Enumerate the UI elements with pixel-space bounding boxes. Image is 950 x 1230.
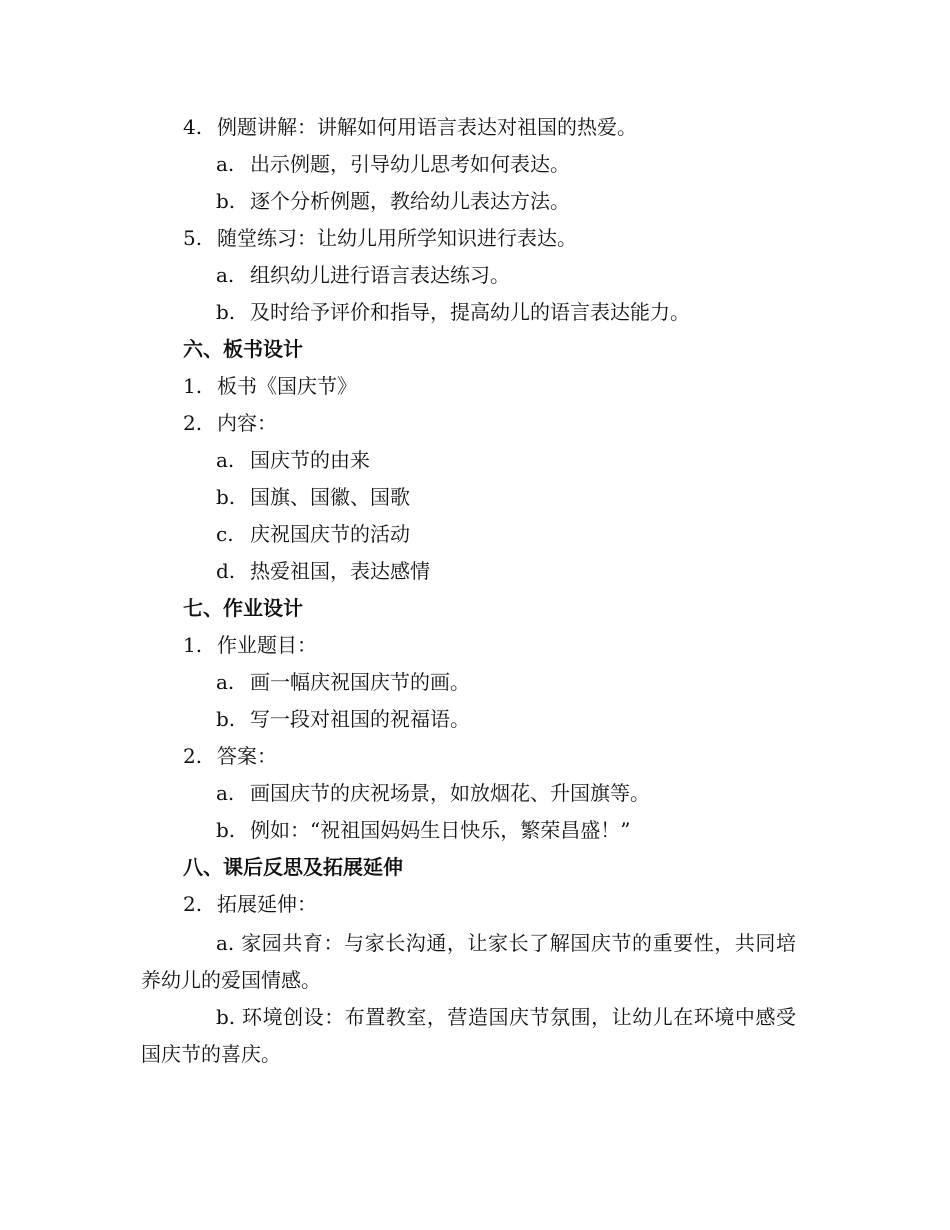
sub-text: 国旗、国徽、国歌	[250, 485, 410, 509]
sub-letter: b.	[216, 300, 236, 324]
sub-item-7-1a	[0, 665, 470, 699]
sub-letter: b.	[216, 707, 236, 731]
sub-item-6-2d	[0, 554, 430, 588]
sub-item-6-2a	[0, 443, 370, 477]
sub-text: 画一幅庆祝国庆节的画。	[250, 670, 470, 694]
sub-text: 国庆节的由来	[250, 448, 370, 472]
sub-letter: d.	[216, 559, 236, 583]
list-item-6-2	[0, 406, 277, 440]
sub-text: 画国庆节的庆祝场景，如放烟花、升国旗等。	[250, 781, 650, 805]
sub-text: 写一段对祖国的祝福语。	[250, 707, 470, 731]
sub-text: 组织幼儿进行语言表达练习。	[250, 263, 510, 287]
paragraph-home-school: a. 家园共育：与家长沟通，让家长了解国庆节的重要性，共同培养幼儿的爱国情感。	[141, 931, 796, 992]
sub-letter: a.	[216, 781, 235, 805]
sub-letter: a.	[216, 152, 235, 176]
sub-letter: a.	[216, 670, 235, 694]
list-item-8-2	[0, 887, 317, 921]
list-text: 随堂练习：让幼儿用所学知识进行表达。	[217, 226, 577, 250]
sub-item-7-1b	[0, 702, 470, 736]
sub-letter: a.	[216, 263, 235, 287]
sub-letter: b.	[216, 485, 236, 509]
list-text: 板书《国庆节》	[217, 374, 357, 398]
sub-item-6-2c	[0, 517, 410, 551]
sub-item-4b	[0, 184, 570, 218]
list-number: 2.	[183, 744, 203, 768]
sub-item-5a	[0, 258, 510, 292]
sub-text: 庆祝国庆节的活动	[250, 522, 410, 546]
list-number: 2.	[183, 892, 203, 916]
list-number: 5.	[183, 226, 203, 250]
sub-item-7-2b	[0, 813, 630, 847]
sub-text: 及时给予评价和指导，提高幼儿的语言表达能力。	[250, 300, 690, 324]
list-text: 内容：	[217, 411, 277, 435]
list-item-7-1	[0, 628, 317, 662]
section-heading-8: 八、课后反思及拓展延伸	[183, 855, 403, 879]
list-text: 答案：	[217, 744, 277, 768]
sub-item-4a	[0, 147, 570, 181]
sub-text: 热爱祖国，表达感情	[250, 559, 430, 583]
list-item-5	[0, 221, 577, 255]
section-heading-6: 六、板书设计	[183, 337, 303, 361]
list-text: 拓展延伸：	[217, 892, 317, 916]
sub-text: 例如：“祝祖国妈妈生日快乐，繁荣昌盛！”	[250, 818, 631, 842]
sub-item-6-2b	[0, 480, 410, 514]
sub-item-7-2a	[0, 776, 650, 810]
sub-letter: b.	[216, 818, 236, 842]
list-number: 2.	[183, 411, 203, 435]
sub-letter: c.	[216, 522, 234, 546]
list-item-4	[0, 110, 637, 144]
list-number: 4.	[183, 115, 203, 139]
list-item-6-1	[0, 369, 357, 403]
sub-letter: b.	[216, 189, 236, 213]
sub-text: 出示例题，引导幼儿思考如何表达。	[250, 152, 570, 176]
list-number: 1.	[183, 374, 203, 398]
list-item-7-2	[0, 739, 277, 773]
paragraph-environment: b. 环境创设：布置教室，营造国庆节氛围，让幼儿在环境中感受国庆节的喜庆。	[141, 1005, 796, 1066]
sub-letter: a.	[216, 448, 235, 472]
list-text: 例题讲解：讲解如何用语言表达对祖国的热爱。	[217, 115, 637, 139]
sub-text: 逐个分析例题，教给幼儿表达方法。	[250, 189, 570, 213]
section-heading-7: 七、作业设计	[183, 596, 303, 620]
list-number: 1.	[183, 633, 203, 657]
list-text: 作业题目：	[217, 633, 317, 657]
sub-item-5b	[0, 295, 690, 329]
